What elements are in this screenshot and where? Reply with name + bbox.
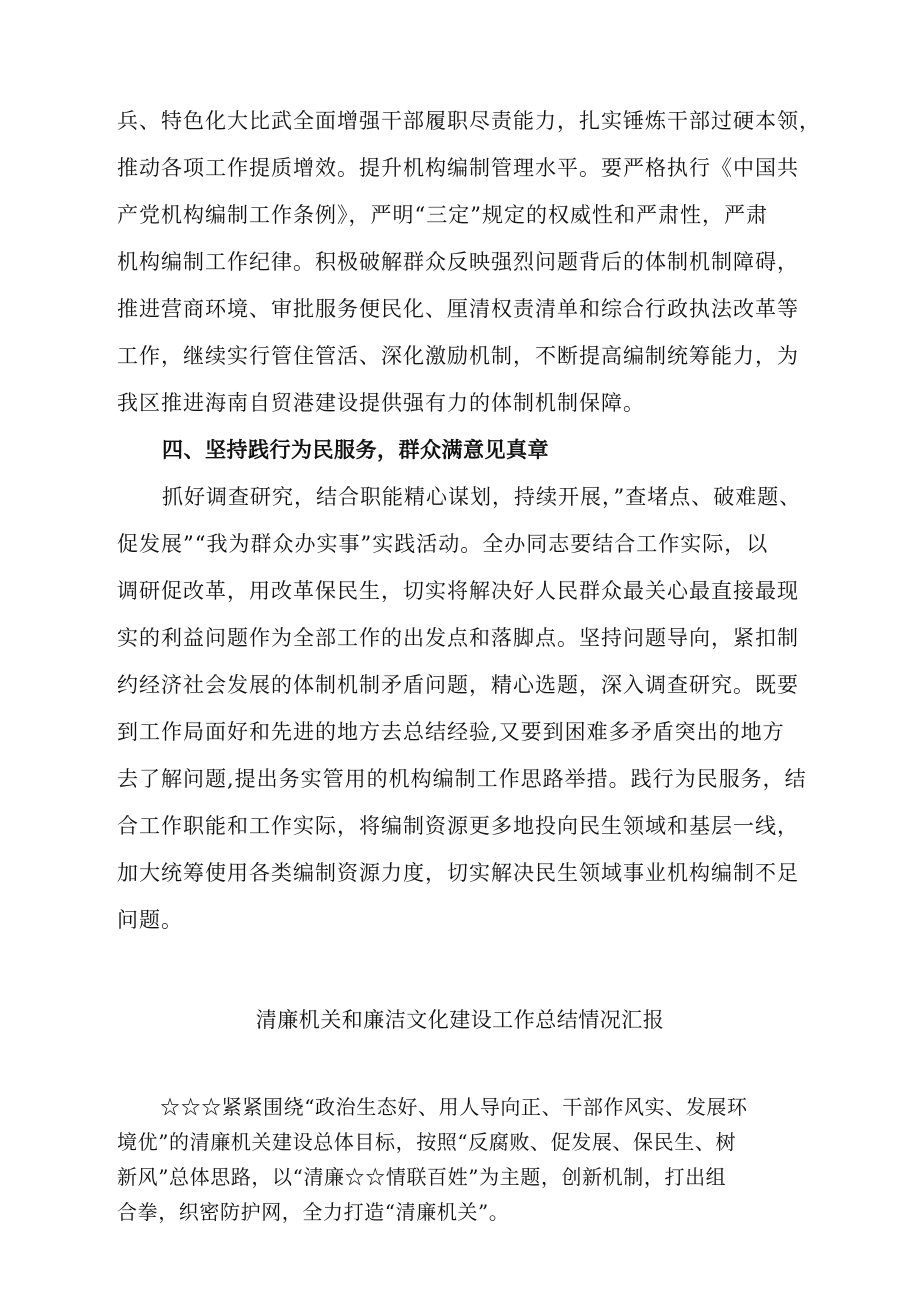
text-line: 去了解问题,提出务实管用的机构编制工作思路举措。践行为民服务，结 [117, 767, 807, 791]
document-title: 清廉机关和廉洁文化建设工作总结情况汇报 [255, 1008, 665, 1032]
text-line: 调研促改革，用改革保民生，切实将解决好人民群众最关心最直接最现 [117, 579, 799, 603]
text-line: 加大统筹使用各类编制资源力度，切实解决民生领域事业机构编制不足 [117, 861, 799, 885]
text-line: 推动各项工作提质增效。提升机构编制管理水平。要严格执行《中国共 [117, 156, 799, 180]
text-line: 实的利益问题作为全部工作的出发点和落脚点。坚持问题导向，紧扣制 [117, 626, 799, 650]
text-line: 境优”的清廉机关建设总体目标，按照“反腐败、促发展、保民生、树 [117, 1130, 737, 1154]
text-line: 到工作局面好和先进的地方去总结经验,又要到困难多矛盾突出的地方 [117, 720, 785, 744]
text-line: 新风”总体思路，以“清廉☆☆情联百姓”为主题，创新机制，打出组 [117, 1165, 727, 1189]
text-line: 工作，继续实行管住管活、深化激励机制，不断提高编制统筹能力，为 [117, 344, 799, 368]
text-line: 我区推进海南自贸港建设提供强有力的体制机制保障。 [117, 391, 645, 415]
text-line: 产党机构编制工作条例》，严明“三定”规定的权威性和严肃性，严肃 [117, 203, 768, 227]
text-line: 合工作职能和工作实际，将编制资源更多地投向民生领域和基层一线， [117, 814, 799, 838]
text-line: 问题。 [117, 908, 183, 932]
text-line: 促发展”“我为群众办实事”实践活动。全办同志要结合工作实际，以 [117, 532, 769, 556]
text-line: 约经济社会发展的体制机制矛盾问题，精心选题，深入调查研究。既要 [117, 673, 799, 697]
text-line: 兵、特色化大比武全面增强干部履职尽责能力，扎实锤炼干部过硬本领， [117, 109, 821, 133]
text-line: 推进营商环境、审批服务便民化、厘清权责清单和综合行政执法改革等 [117, 297, 799, 321]
text-line: ☆☆☆紧紧围绕“政治生态好、用人导向正、干部作风实、发展环 [160, 1095, 748, 1119]
text-line: 合拳，织密防护网，全力打造“清廉机关”。 [117, 1200, 510, 1224]
section-heading: 四、坚持践行为民服务，群众满意见真章 [162, 438, 549, 462]
text-line: 抓好调查研究，结合职能精心谋划，持续开展，”查堵点、破难题、 [162, 485, 802, 509]
text-line: 机构编制工作纪律。积极破解群众反映强烈问题背后的体制机制障碍， [117, 250, 799, 274]
